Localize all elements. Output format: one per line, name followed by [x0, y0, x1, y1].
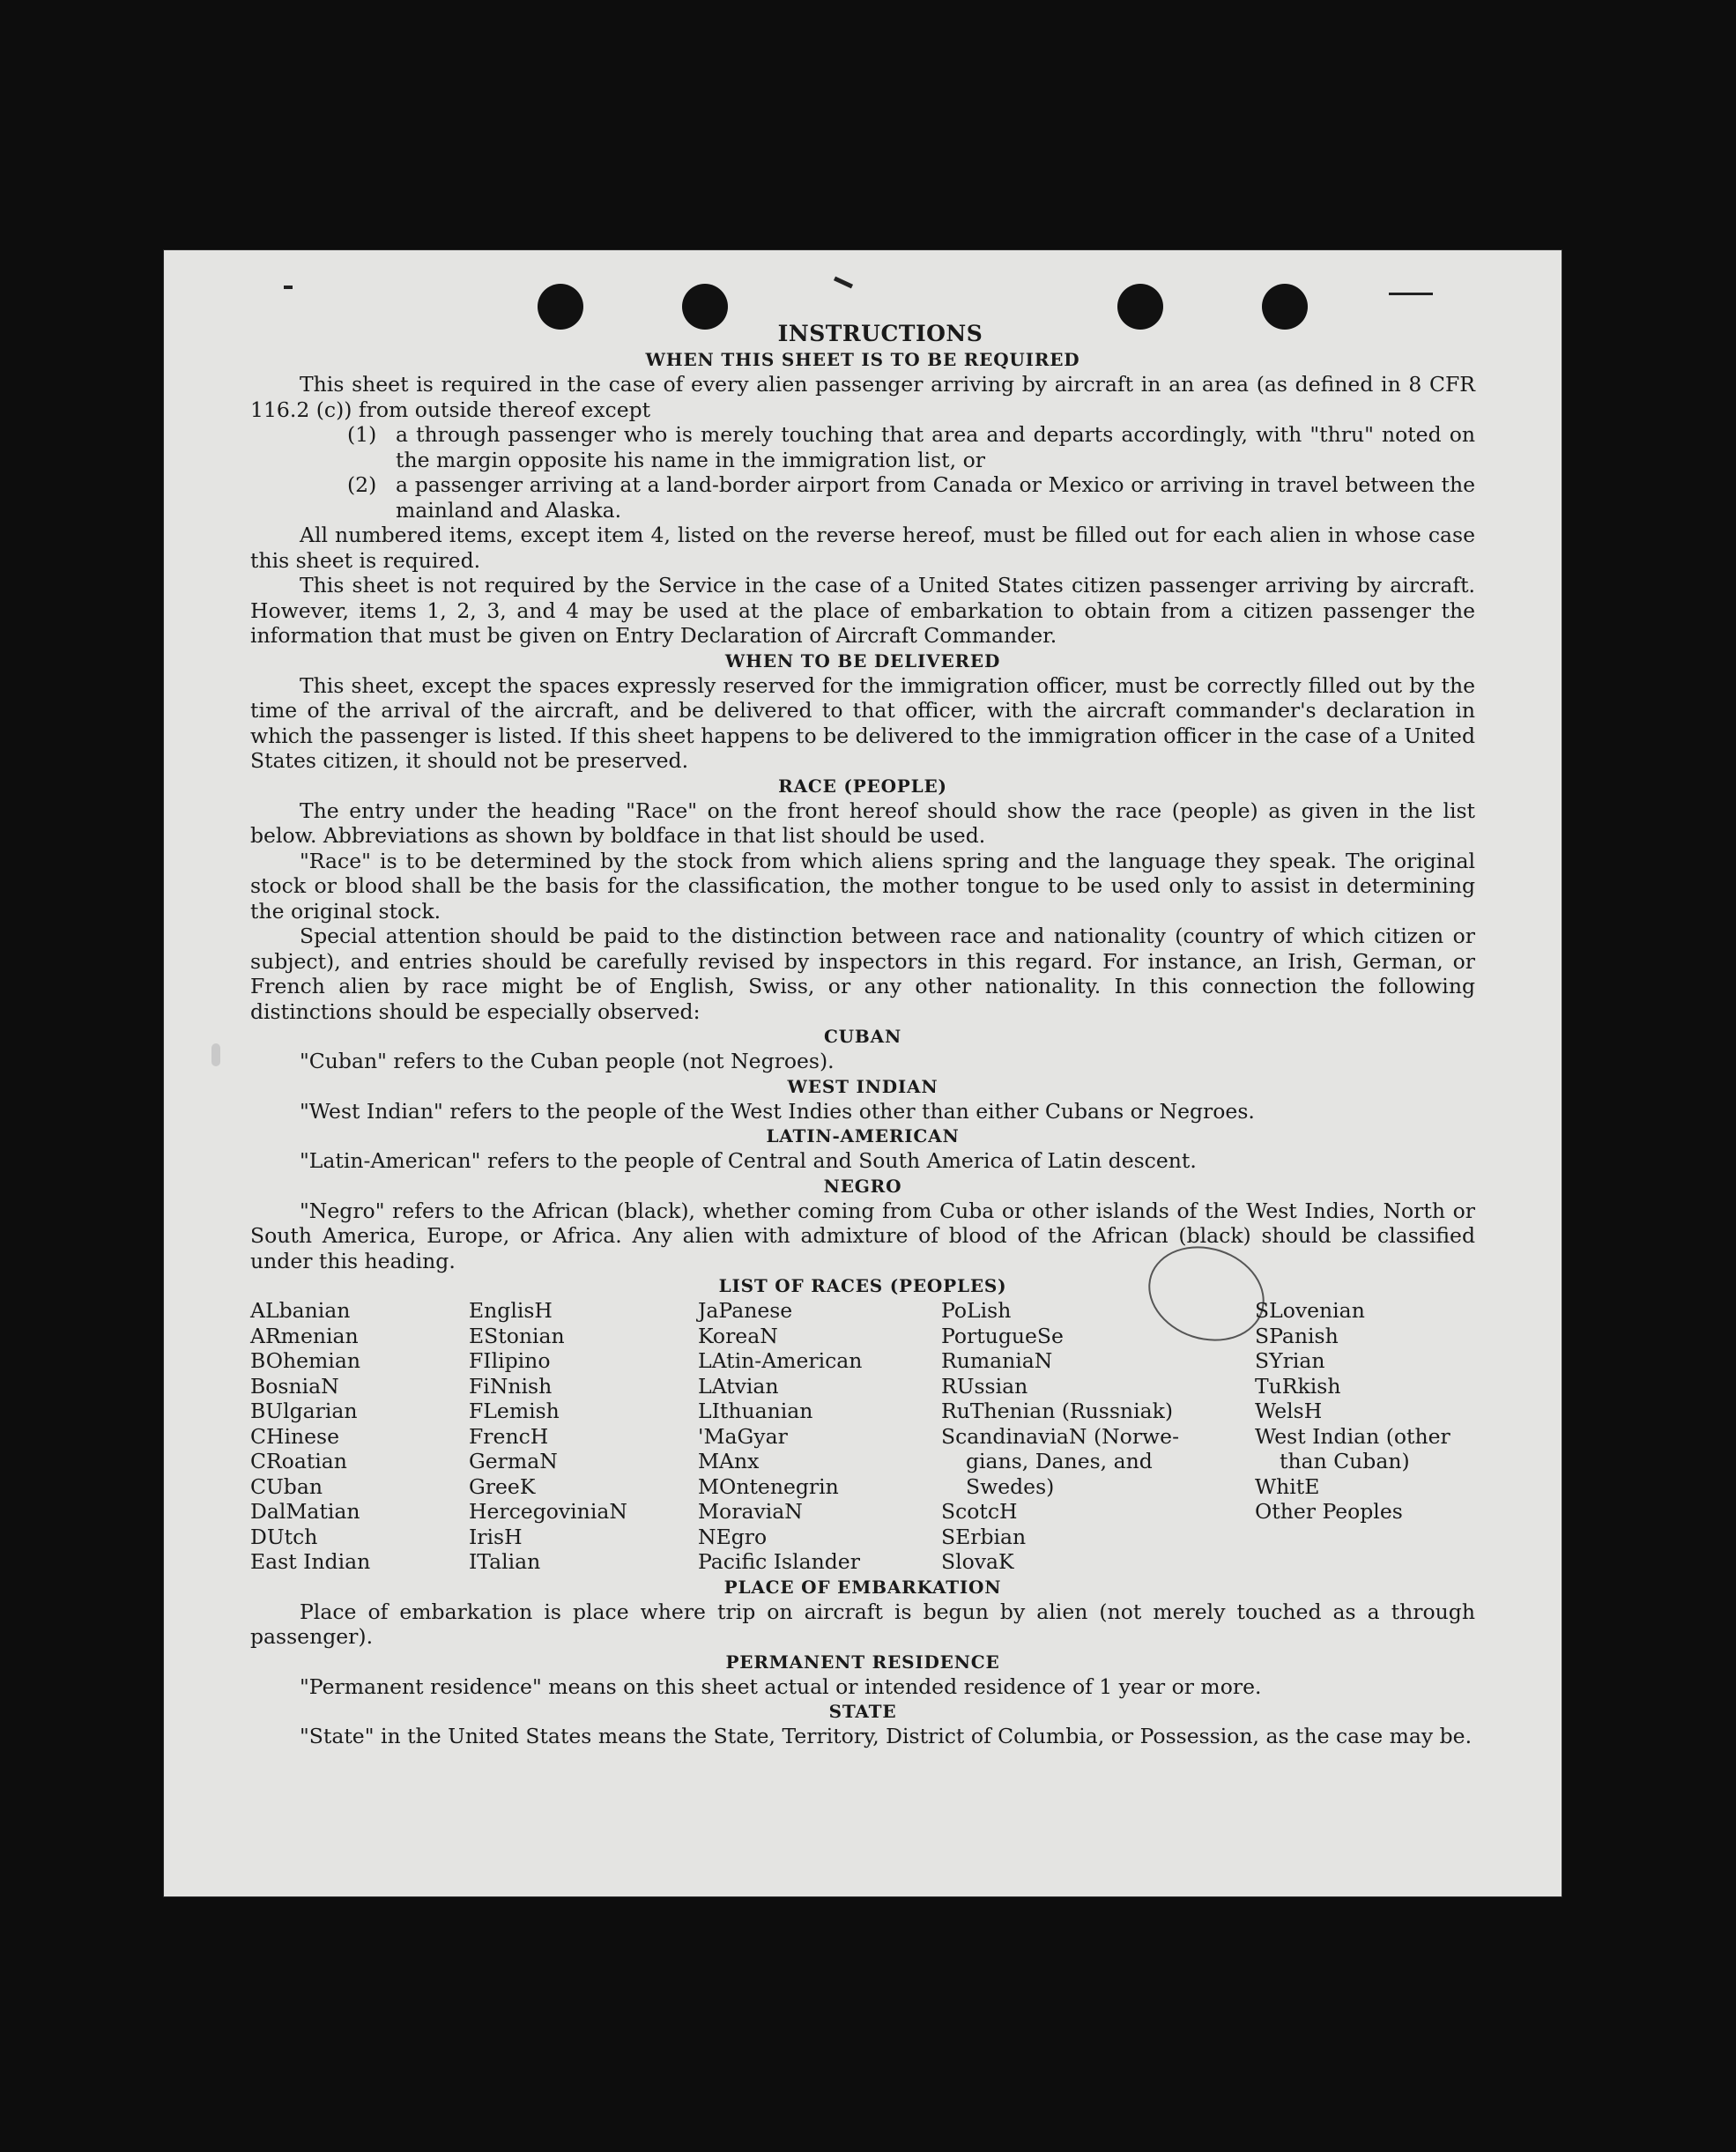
race-entry: 'MaGyar [698, 1423, 788, 1449]
race-entry: ScandinaviaN (Norwe- [941, 1423, 1180, 1449]
races-column [469, 1298, 698, 1575]
section-heading: STATE [828, 1701, 897, 1722]
race-entry: West Indian (other [1255, 1423, 1450, 1449]
races-column [1255, 1298, 1475, 1575]
races-list [250, 1298, 1475, 1575]
race-entry: WelsH [1255, 1399, 1323, 1423]
scan-speck [1389, 293, 1433, 295]
scan-speck [211, 1043, 220, 1066]
section-heading: WEST INDIAN [787, 1075, 938, 1097]
race-entry: KoreaN [698, 1323, 778, 1348]
item-text: a through passenger who is merely touching that area and departs accordingly, with "thru" noted on the margin opposite his name in the immigration list, or [396, 422, 1475, 472]
race-entry: SLovenian [1255, 1298, 1365, 1323]
race-entry: RuThenian (Russniak) [941, 1399, 1173, 1423]
race-entry: gians, Danes, and [966, 1449, 1153, 1473]
race-entry: SYrian [1255, 1348, 1325, 1373]
paragraph: All numbered items, except item 4, listed on the reverse hereof, must be filled out for each alien in whose case this sheet is required. [250, 523, 1475, 573]
section-heading: NEGRO [823, 1175, 902, 1197]
race-entry: IrisH [469, 1524, 523, 1549]
page-title: INSTRUCTIONS [777, 321, 983, 346]
race-entry: EStonian [469, 1323, 565, 1348]
race-entry: TuRkish [1255, 1373, 1341, 1399]
section-heading: WHEN THIS SHEET IS TO BE REQUIRED [645, 349, 1080, 370]
race-entry: CHinese [250, 1423, 339, 1449]
race-entry: LAtin-American [698, 1348, 863, 1373]
race-entry: CRoatian [250, 1449, 347, 1473]
race-entry: GreeK [469, 1473, 536, 1499]
section-heading: CUBAN [823, 1026, 902, 1047]
paragraph: The entry under the heading "Race" on the front hereof should show the race (people) as given in the list below. Abbreviations as shown by boldface in that list should be used. [250, 798, 1475, 848]
paragraph: "West Indian" refers to the people of the West Indies other than either Cubans or Negroes. [300, 1098, 1255, 1124]
section-heading: WHEN TO BE DELIVERED [724, 649, 1001, 672]
race-entry: Swedes) [966, 1473, 1055, 1499]
races-column [698, 1298, 941, 1575]
race-entry: ALbanian [250, 1298, 351, 1323]
race-entry: FiNnish [469, 1373, 553, 1399]
race-entry: RUssian [941, 1373, 1028, 1399]
race-entry: PortugueSe [941, 1323, 1064, 1348]
paragraph: This sheet, except the spaces expressly reserved for the immigration officer, must be correctly filled out by the time of the arrival of the aircraft, and be delivered to that officer, with the aircraft commander's declaration in which the passenger is listed. If this sheet happens to be delivered to the immigration officer in the case of a United States citizen, it should not be preserved. [250, 672, 1475, 773]
paragraph: "Negro" refers to the African (black), whether coming from Cuba or other islands of the West Indies, North or South America, Europe, or Africa. Any alien with admixture of blood of the African (black) should be classified under this heading. [250, 1198, 1475, 1273]
race-entry: ARmenian [250, 1323, 359, 1348]
race-entry: FIlipino [469, 1348, 551, 1373]
race-entry: MOntenegrin [698, 1473, 839, 1499]
paragraph: This sheet is not required by the Service in the case of a United States citizen passenger arriving by aircraft. However, items 1, 2, 3, and 4 may be used at the place of embarkation to obtain from a citizen passenger the information that must be given on Entry Declaration of Aircraft Commander. [250, 573, 1475, 648]
race-entry: HercegoviniaN [469, 1499, 627, 1524]
paragraph: Place of embarkation is place where trip on aircraft is begun by alien (not merely touched as a through passenger). [250, 1599, 1475, 1649]
race-entry: SErbian [941, 1524, 1027, 1549]
item-number: (2) [347, 472, 377, 497]
race-entry: Other Peoples [1255, 1499, 1403, 1524]
race-entry: FrencH [469, 1423, 549, 1449]
section-heading: LIST OF RACES (PEOPLES) [718, 1275, 1007, 1296]
race-entry: East Indian [250, 1549, 371, 1574]
race-entry: than Cuban) [1280, 1449, 1410, 1473]
race-entry: LAtvian [698, 1373, 779, 1399]
document-sheet [164, 250, 1562, 1896]
paragraph: "Race" is to be determined by the stock from which aliens spring and the language they speak. The original stock or blood shall be the basis for the classification, the mother tongue to be used only to assist in determining the original stock. [250, 848, 1475, 924]
item-text: a passenger arriving at a land-border airport from Canada or Mexico or arriving in travel between the mainland and Alaska. [396, 472, 1475, 523]
race-entry: JaPanese [698, 1298, 793, 1323]
paragraph: "State" in the United States means the State, Territory, District of Columbia, or Possession, as the case may be. [300, 1724, 1473, 1748]
race-entry: MAnx [698, 1449, 760, 1473]
race-entry: MoraviaN [698, 1499, 803, 1524]
list-item [347, 472, 1475, 523]
section-heading: RACE (PEOPLE) [778, 775, 947, 797]
race-entry: EnglisH [469, 1298, 553, 1323]
instructions-body [250, 321, 1475, 1749]
race-entry: CUban [250, 1473, 323, 1499]
races-column [250, 1298, 469, 1575]
list-item [347, 422, 1475, 472]
paragraph: Special attention should be paid to the distinction between race and nationality (country of which citizen or subject), and entries should be carefully revised by inspectors in this regard. For instance, an Irish, German, or French alien by race might be of English, Swiss, or any other nationality. In this connection the following distinctions should be especially observed: [250, 924, 1475, 1024]
race-entry: BOhemian [250, 1348, 360, 1373]
race-entry: FLemish [469, 1399, 560, 1423]
race-entry: Pacific Islander [698, 1549, 860, 1574]
scan-speck [834, 277, 853, 289]
race-entry: BUlgarian [250, 1399, 358, 1423]
race-entry: GermaN [469, 1449, 558, 1473]
race-entry: LIthuanian [698, 1399, 813, 1423]
race-entry: BosniaN [250, 1373, 339, 1399]
race-entry: NEgro [698, 1524, 768, 1549]
race-entry: WhitE [1255, 1473, 1320, 1499]
race-entry: RumaniaN [941, 1348, 1053, 1373]
paragraph: "Cuban" refers to the Cuban people (not Negroes). [300, 1049, 835, 1073]
paragraph: "Latin-American" refers to the people of Central and South America of Latin descent. [300, 1148, 1197, 1173]
race-entry: SlovaK [941, 1549, 1014, 1574]
race-entry: DUtch [250, 1524, 318, 1549]
races-column [941, 1298, 1255, 1575]
section-heading: PLACE OF EMBARKATION [723, 1576, 1002, 1598]
race-entry: SPanish [1255, 1323, 1339, 1348]
race-entry: PoLish [941, 1298, 1012, 1323]
item-number: (1) [347, 422, 377, 447]
race-entry: ScotcH [941, 1499, 1018, 1524]
section-heading: PERMANENT RESIDENCE [725, 1651, 1000, 1673]
section-heading: LATIN-AMERICAN [766, 1125, 960, 1146]
race-entry: DalMatian [250, 1499, 360, 1524]
paragraph: "Permanent residence" means on this sheet actual or intended residence of 1 year or more. [300, 1673, 1262, 1699]
scan-speck [284, 286, 293, 289]
paragraph: This sheet is required in the case of every alien passenger arriving by aircraft in an area (as defined in 8 CFR 116.2 (c)) from outside thereof except [250, 372, 1475, 422]
race-entry: ITalian [469, 1549, 541, 1574]
